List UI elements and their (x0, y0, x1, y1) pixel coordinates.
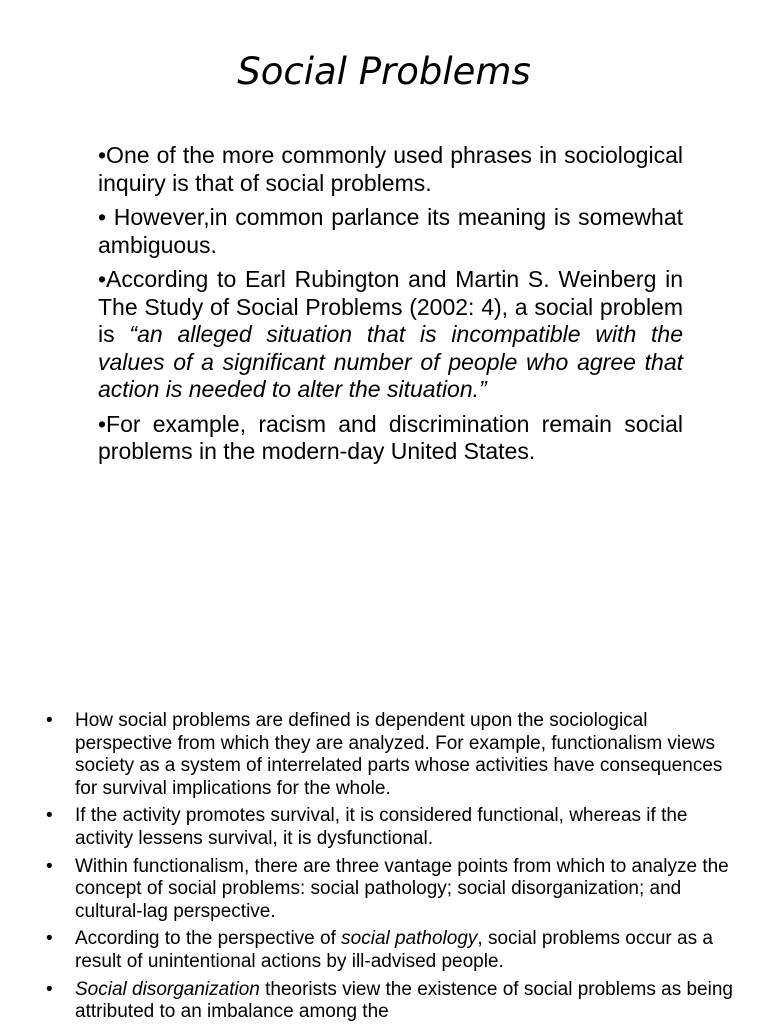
emphasized-term: Social disorganization (75, 978, 260, 1000)
bullet-text: •One of the more commonly used phrases in sociological inquiry is that of social problems. (98, 142, 683, 196)
bullet-icon: • (46, 928, 53, 950)
definition-bullet-list (98, 142, 683, 473)
bullet-icon: • (46, 978, 53, 1000)
bullet-icon: • (46, 805, 53, 827)
list-item (46, 856, 736, 924)
bullet-text: If the activity promotes survival, it is considered functional, whereas if the activity lessens survival, it is dysfunctional. (75, 805, 688, 849)
bullet-text: According to the perspective of (75, 928, 342, 950)
bullet-text: •For example, racism and discrimination remain social problems in the modern-day United States. (98, 410, 683, 464)
bullet-text: •According to Earl Rubington and Martin S. Weinberg in The Study of Social Problems (2002: 4), a social problem is (98, 266, 683, 347)
bullet-text: , social problems occur as a result of unintentional actions by ill-advised people. (75, 928, 713, 972)
bullet-text: How social problems are defined is dependent upon the sociological perspective from which they are analyzed. For example, functionalism views society as a system of interrelated parts whose activities have consequences for survival implications for the whole. (75, 710, 723, 799)
list-item (46, 805, 736, 850)
emphasized-term: social pathology (341, 928, 478, 950)
list-item (98, 204, 683, 259)
list-item (46, 710, 736, 800)
list-item (46, 928, 736, 973)
bullet-icon: • (46, 710, 53, 731)
list-item (98, 266, 683, 404)
list-item (46, 979, 736, 1024)
definition-quote: “an alleged situation that is incompatible with the values of a significant number of people who agree that action is needed to alter the situation.” (98, 321, 684, 402)
list-item (98, 411, 683, 466)
bullet-text: theorists view the existence of social problems as being attributed to an imbalance among the (75, 978, 733, 1023)
list-item (98, 142, 683, 197)
page-title: Social Problems (237, 50, 531, 93)
bullet-text: • However,in common parlance its meaning is somewhat ambiguous. (98, 204, 683, 258)
bullet-text: Within functionalism, there are three vantage points from which to analyze the concept of social problems: social pathology; social disorganization; and cultural-lag perspective. (75, 855, 729, 922)
bullet-icon: • (46, 855, 53, 877)
perspective-bullet-list (46, 710, 736, 1024)
